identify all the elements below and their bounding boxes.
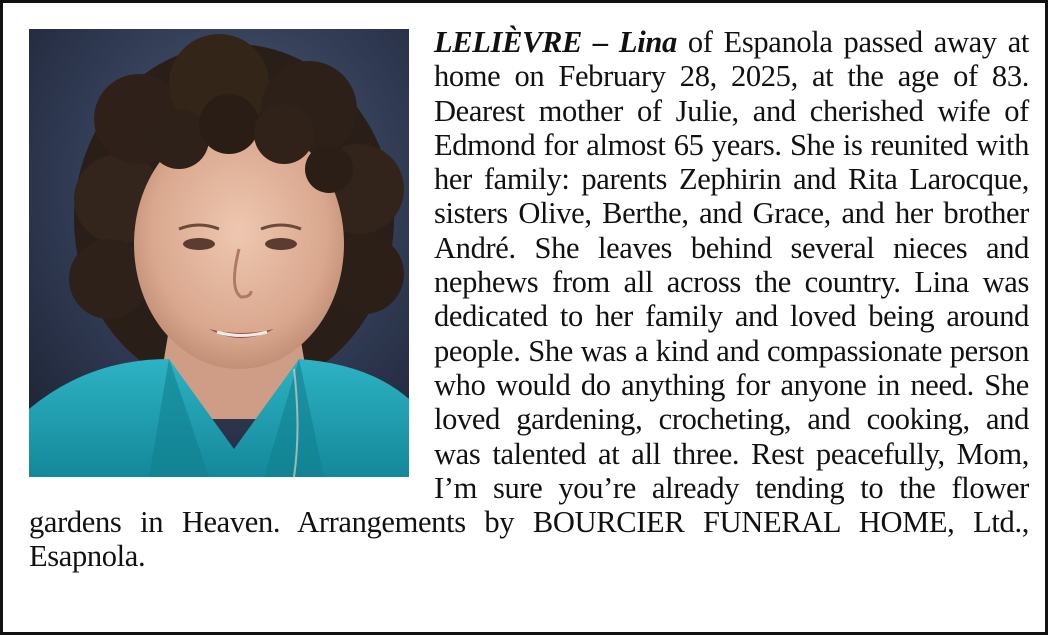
obituary-body: of Espanola passed away at home on February 28, 2025, at the age of 83. Dearest mother of Julie, and cherished wife of Edmond for almost 65 years. She is reunited with her family: parents Zephirin and Rita Larocque, sisters Olive, Berthe, and Grace, and her brother André. She leaves behind several nieces and nephews from all across the country. Lina was dedicated to her family and loved being around people. She was a kind and compassionate person who would do anything for anyone in need. She loved gardening, crocheting, and cooking, and was talented at all three. Rest peacefully, Mom, I’m sure you’re already tending to the flower gardens in Heaven. Arrangements by BOURCIER FUNERAL HOME, Ltd., Esapnola.: [29, 25, 1030, 574]
photo-text-wrap: [29, 25, 434, 477]
obituary-text: [29, 25, 1029, 574]
deceased-name: LELIÈVRE – Lina: [434, 25, 677, 59]
